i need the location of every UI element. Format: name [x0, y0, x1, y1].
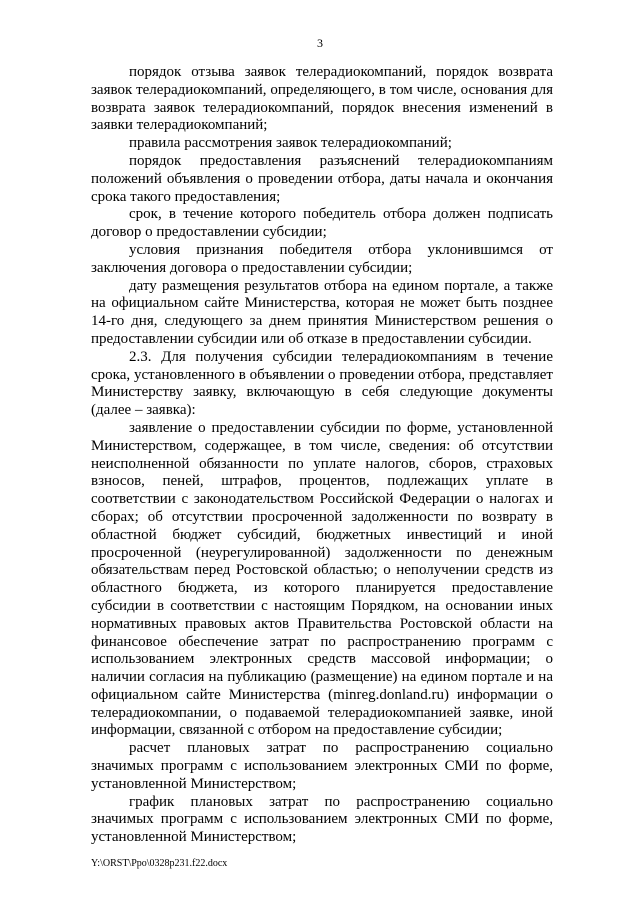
paragraph: правила рассмотрения заявок телерадиокомпаний;	[129, 135, 452, 152]
paragraph: расчет плановых затрат по распространению социально значимых программ с использованием электронных СМИ по форме, установленной Министерством;	[91, 740, 553, 792]
footer-file-path: Y:\ORST\Ppo\0328p231.f22.docx	[91, 858, 228, 869]
paragraph: порядок отзыва заявок телерадиокомпаний, порядок возврата заявок телерадиокомпаний, определяющего, в том числе, основания для возврата заявок телерадиокомпаний, порядок внесения изменений в заявки телерадиокомпаний;	[91, 64, 553, 134]
paragraph: условия признания победителя отбора уклонившимся от заключения договора о предоставлении субсидии;	[91, 241, 553, 276]
paragraph: график плановых затрат по распространению социально значимых программ с использованием электронных СМИ по форме, установленной Министерством;	[91, 793, 553, 846]
paragraph: дату размещения результатов отбора на едином портале, а также на официальном сайте Министерства, которая не может быть позднее 14-го дня, следующего за днем принятия Министерством решения о предоставлении субсидии или об отказе в предоставлении субсидии.	[91, 277, 553, 347]
paragraph: заявление о предоставлении субсидии по форме, установленной Министерством, содержащее, в том числе, сведения: об отсутствии неисполненной обязанности по уплате налогов, сборов, страховых взносов, пеней, штрафов, процентов, подлежащих уплате в соответствии с законодательством Российской Федерации о налогах и сборах; об отсутствии просроченной задолженности по возврату в областной бюджет субсидий, бюджетных инвестиций и иной просроченной (неурегулированной) задолженности по денежным обязательствам перед Ростовской областью; о неполучении средств из областного бюджета, из которого планируется предоставление субсидии в соответствии с настоящим Порядком, на основании иных нормативных правовых актов Правительства Ростовской области на финансовое обеспечение затрат по распространению программ с использованием электронных средств массовой информации; о наличии согласия на публикацию (размещение) на едином портале и на официальном сайте Министерства (minreg.donland.ru) информации о телерадиокомпании, о подаваемой телерадиокомпанией заявке, иной информации, связанной с отбором на предоставление субсидии;	[91, 419, 553, 739]
page-number: 3	[317, 36, 323, 50]
document-body	[91, 64, 553, 847]
paragraph: срок, в течение которого победитель отбора должен подписать договор о предоставлении субсидии;	[91, 206, 553, 241]
paragraph: 2.3. Для получения субсидии телерадиокомпаниям в течение срока, установленного в объявлении о проведении отбора, представляет Министерству заявку, включающую в себя следующие документы (далее – заявка):	[91, 348, 553, 419]
paragraph: порядок предоставления разъяснений телерадиокомпаниям положений объявления о проведении отбора, даты начала и окончания срока такого предоставления;	[91, 152, 553, 205]
